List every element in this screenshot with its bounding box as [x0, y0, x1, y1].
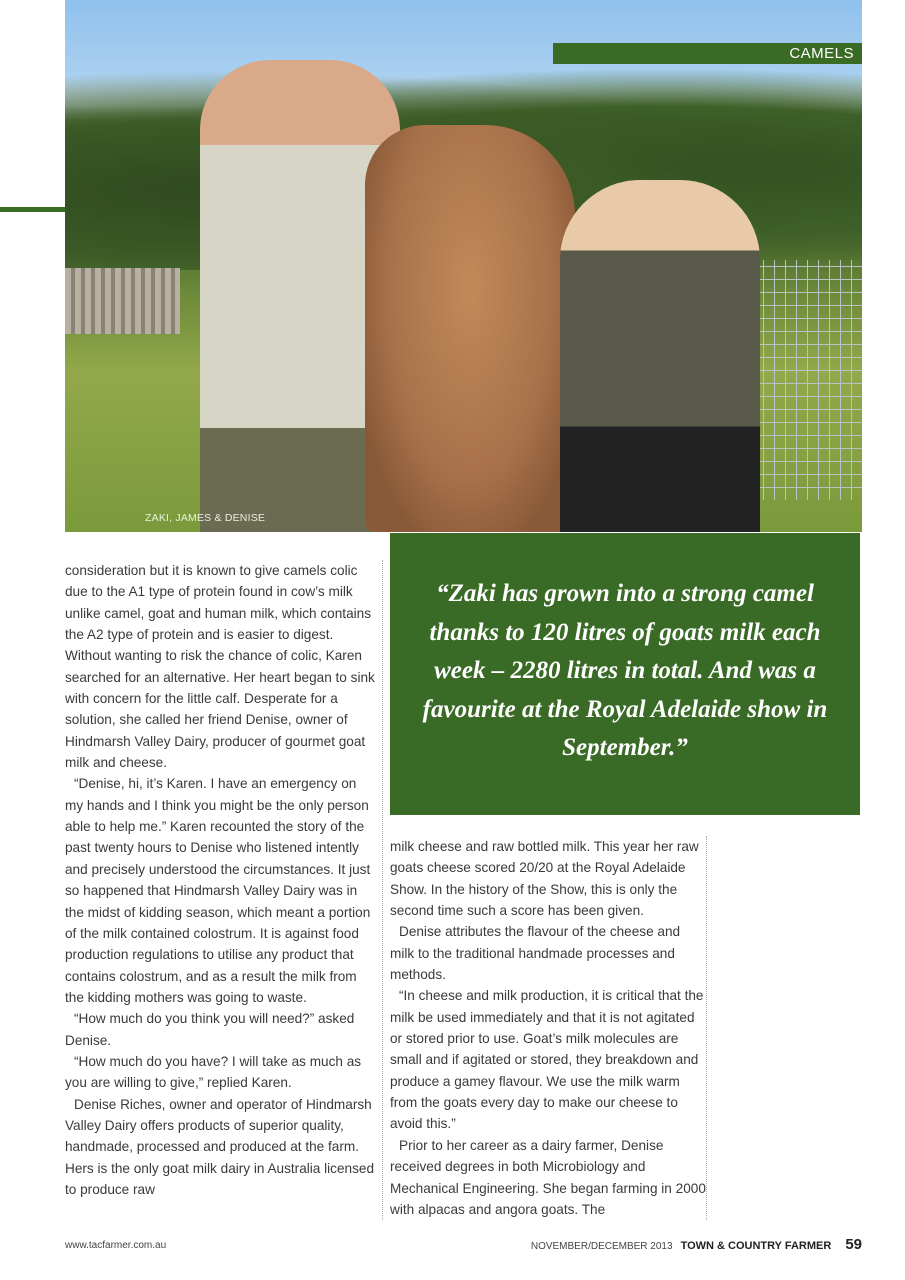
photo-caption: ZAKI, JAMES & DENISE — [145, 512, 266, 524]
paragraph: “In cheese and milk production, it is critical that the milk be used immediately and that it is not agitated or stored prior to use. Goat’s milk molecules are small and if agitated or stored, they breakdown and produce a gamey flavour. We use the milk warm from the goats every day to make our cheese to avoid this.” — [390, 988, 704, 1132]
column-divider — [706, 836, 707, 1220]
paragraph: “Denise, hi, it’s Karen. I have an emergency on my hands and I think you might be the only person able to help me.” Karen recounted the story of the past twenty hours to Denise who listened intently and precisely understood the circumstances. It just so happened that Hindmarsh Valley Dairy was in the midst of kidding season, which meant a portion of the milk contained colostrum. It is against food production regulations to utilise any product that contains colostrum, and as a result the milk from the kidding mothers was going to waste. — [65, 776, 371, 1005]
article-column-left — [65, 560, 377, 1200]
section-banner — [553, 43, 862, 64]
column-divider — [382, 560, 383, 1220]
paragraph: Prior to her career as a dairy farmer, Denise received degrees in both Microbiology and Mechanical Engineering. She began farming in 2000 with alpacas and angora goats. The — [390, 1137, 706, 1217]
article-column-right — [390, 836, 706, 1220]
paragraph: “How much do you think you will need?” asked Denise. — [65, 1011, 355, 1048]
footer-info — [531, 1236, 862, 1253]
footer-website: www.tacfarmer.com.au — [65, 1240, 167, 1251]
camel — [365, 125, 575, 532]
paragraph: “How much do you have? I will take as much as you are willing to give,” replied Karen. — [65, 1053, 362, 1091]
pull-quote-box — [390, 533, 860, 815]
accent-bar — [0, 207, 65, 212]
paragraph: Denise attributes the flavour of the cheese and milk to the traditional handmade processes and methods. — [390, 924, 681, 983]
article-photo — [65, 0, 862, 532]
pull-quote: “Zaki has grown into a strong camel thanks to 120 litres of goats milk each week – 2280 litres in total. And was a favourite at the Royal Adelaide show in September.” — [422, 580, 828, 761]
paragraph: consideration but it is known to give camels colic due to the A1 type of protein found in cow’s milk unlike camel, goat and human milk, which contains the A2 type of protein and is easier to digest. Without wanting to risk the chance of colic, Karen searched for an alternative. Her heart began to sink with concern for the little calf. Desperate for a solution, she called her friend Denise, owner of Hindmarsh Valley Dairy, producer of gourmet goat milk and cheese. — [65, 563, 375, 771]
footer-magazine: TOWN & COUNTRY FARMER — [680, 1240, 832, 1252]
fence — [65, 268, 180, 334]
woman — [560, 180, 760, 532]
footer-issue: NOVEMBER/DECEMBER 2013 — [530, 1241, 673, 1252]
section-label: CAMELS — [789, 45, 854, 62]
paragraph: Denise Riches, owner and operator of Hindmarsh Valley Dairy offers products of superior quality, handmade, processed and produced at the farm. Hers is the only goat milk dairy in Australia licensed to produce raw — [65, 1096, 375, 1197]
paragraph: milk cheese and raw bottled milk. This year her raw goats cheese scored 20/20 at the Royal Adelaide Show. In the history of the Show, this is only the second time such a score has been given. — [390, 839, 699, 919]
page-number: 59 — [845, 1236, 862, 1253]
